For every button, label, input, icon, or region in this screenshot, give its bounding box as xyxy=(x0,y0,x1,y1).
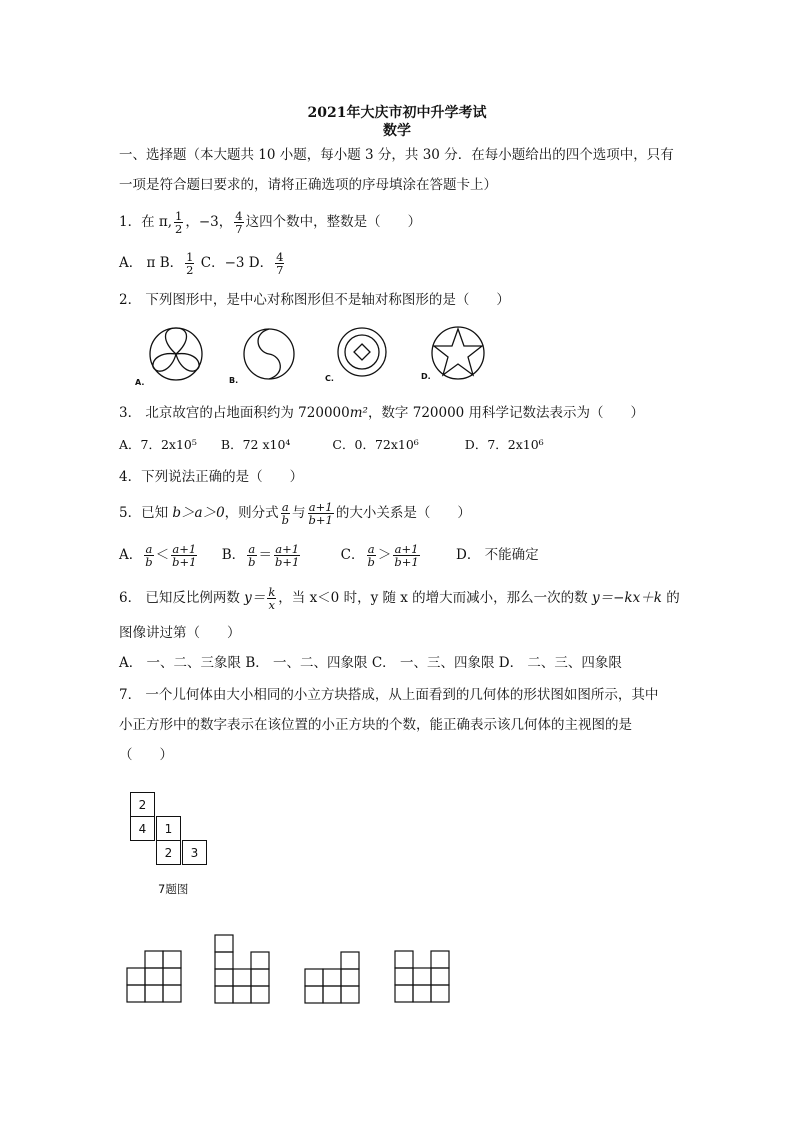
q1-option-d-fraction: $\frac{4}{7}$ xyxy=(276,250,284,277)
q7-option-d-drawing xyxy=(395,951,449,1002)
section-intro-line1: 一、选择题（本大题共 10 小题，每小题 3 分，共 30 分．在每小题给出的四个选项中，只有 xyxy=(119,147,674,163)
q5-option-c: C． xyxy=(340,547,365,563)
section-intro-line2: 一项是符合题曰要求的，请将正确选项的序母填涂在答题卡上） xyxy=(119,177,497,193)
q2-figure-set xyxy=(132,322,492,392)
figure-c-label: C. xyxy=(325,374,334,383)
q6-y: y＝ xyxy=(244,590,266,606)
q6-fraction: $\frac{k}{x}$ xyxy=(268,585,276,612)
question-3 xyxy=(119,404,644,422)
q5-pre: 5．已知 xyxy=(119,505,173,521)
q7-top-view-grid xyxy=(130,792,210,872)
q7-figure-caption: 7题图 xyxy=(158,882,189,896)
figure-d-star-circle xyxy=(432,327,484,379)
q6-pre: 6． 已知反比例两数 xyxy=(119,590,245,606)
grid-cell: 1 xyxy=(156,816,181,841)
question-6-line2: 图像讲过第（ ） xyxy=(119,625,241,641)
q5-and: 与 xyxy=(292,505,306,521)
q3-unit: m² xyxy=(349,405,368,421)
question-3-options xyxy=(119,436,544,454)
q7-option-drawings xyxy=(125,934,455,1006)
q1-fraction-2: $\frac{4}{7}$ xyxy=(235,209,243,236)
question-5 xyxy=(119,497,471,529)
q5-mid: ，则分式 xyxy=(224,505,279,521)
grid-cell: 2 xyxy=(130,792,155,817)
q3-option-a: A．7．2x10⁵ xyxy=(119,437,197,452)
q1-fraction-1: $\frac{1}{2}$ xyxy=(175,209,183,236)
q5-condition: b＞a＞0 xyxy=(172,505,225,521)
q7-option-b-drawing xyxy=(215,935,269,1003)
q7-option-a-drawing xyxy=(127,951,181,1002)
q3-text-1: 3． 北京故宫的占地面积约为 720000 xyxy=(119,405,350,421)
figure-b-label: B. xyxy=(229,376,239,385)
q1-option-a: A． π B． xyxy=(119,255,184,271)
q1-option-b-fraction: $\frac{1}{2}$ xyxy=(186,250,194,277)
q3-option-c: C．0．72x10⁶ xyxy=(332,437,419,452)
q3-text-2: ，数字 720000 用科学记数法表示为（ ） xyxy=(367,405,645,421)
question-6 xyxy=(119,582,680,614)
q1-mid: ，−3， xyxy=(185,214,233,230)
q1-pre: 1．在 π, xyxy=(119,214,173,230)
q5-fraction-a: $\frac{a}{b}$ xyxy=(281,500,290,527)
grid-cell: 4 xyxy=(130,816,155,841)
q5-post: 的大小关系是（ ） xyxy=(335,505,471,521)
figure-b-s-curve xyxy=(244,329,294,379)
subject-title: 数学 xyxy=(383,123,411,139)
q3-option-b: B．72 x10⁴ xyxy=(220,437,291,452)
question-4: 4．下列说法正确的是（ ） xyxy=(119,469,304,485)
question-7-line2: 小正方形中的数字表示在该位置的小正方块的个数，能正确表示该几何体的主视图的是 xyxy=(119,717,632,733)
figure-a-three-petals xyxy=(150,328,202,380)
q5-option-a: A． xyxy=(119,547,143,563)
q6-equation: y＝−kx＋k xyxy=(591,590,662,606)
figure-a-label: A. xyxy=(135,378,145,387)
q6-mid: ，当 x＜0 时，y 随 x 的增大而减小，那么一次的数 xyxy=(278,590,592,606)
q5-option-d: D． 不能确定 xyxy=(456,547,539,563)
q1-post: 这四个数中，整数是（ ） xyxy=(245,214,422,230)
grid-cell: 3 xyxy=(182,840,207,865)
q7-option-c-drawing xyxy=(305,952,359,1003)
q5-relation-c: ＞ xyxy=(377,547,392,563)
question-7-line1: 7． 一个儿何体由大小相同的小立方块搭成，从上面看到的几何体的形状图如图所示，其中 xyxy=(119,687,659,703)
exam-title: 2021年大庆市初中升学考试 xyxy=(307,105,487,121)
question-5-options: A． $\frac{a}{b}$ ＜ $\frac{a+1}{b+1}$ B． $\frac{a}{b}$ ＝ $\frac{a+1}{b+1}$ C． $\frac{a}{b}$ ＞ $\frac{a+1}{b+1}$ D． 不能确定 xyxy=(119,542,539,569)
figure-c-circle-diamond xyxy=(338,328,386,376)
q5-relation-b: ＝ xyxy=(258,547,273,563)
q5-fraction-b: $\frac{a+1}{b+1}$ xyxy=(308,500,333,527)
question-1-options xyxy=(119,248,286,278)
q6-post: 的 xyxy=(661,590,680,606)
question-7-line3: （ ） xyxy=(119,747,173,763)
q1-option-c: C．−3 D． xyxy=(196,255,274,271)
q5-relation-a: ＜ xyxy=(155,547,170,563)
figure-d-label: D. xyxy=(421,372,431,381)
question-1 xyxy=(119,207,421,237)
question-6-options: A． 一、二、三象限 B． 一、二、四象限 C． 一、三、四象限 D． 二、三、四象限 xyxy=(119,655,622,671)
q2-figures xyxy=(132,322,492,392)
grid-cell: 2 xyxy=(156,840,181,865)
q5-option-b: B． xyxy=(221,547,246,563)
q3-option-d: D．7．2x10⁶ xyxy=(464,437,544,452)
question-2: 2． 下列图形中，是中心对称图形但不是轴对称图形的是（ ） xyxy=(119,292,510,308)
q7-front-view-options xyxy=(125,934,455,1006)
